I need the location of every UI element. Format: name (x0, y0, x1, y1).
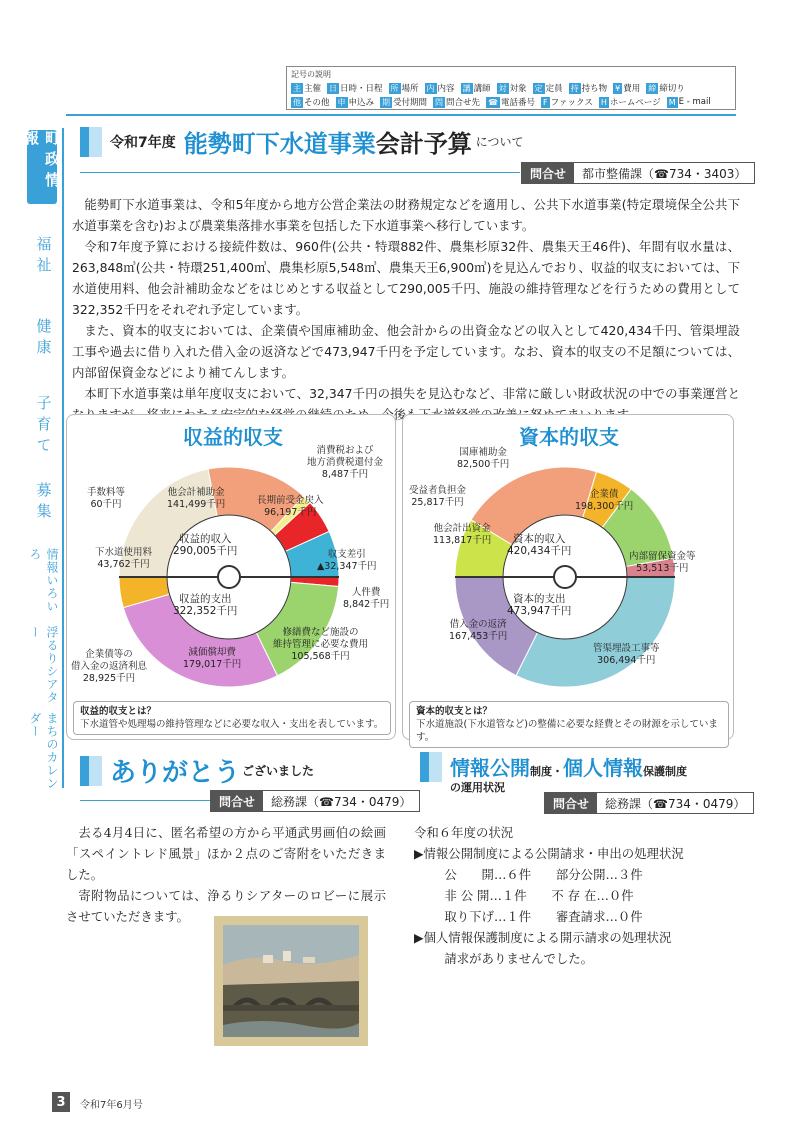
legend-item (291, 82, 321, 94)
issue-date: 令和7年6月号 (80, 1100, 143, 1111)
paragraph: 能勢町下水道事業は、令和5年度から地方公営企業法の財務規定などを適用し、公共下水道事業(特定環境保全公共下水道事業を含む)および農業集落排水事業を包括した下水道事業へ移行しています。 (72, 197, 740, 233)
legend-text: E - mail (678, 97, 711, 107)
legend-item (667, 96, 711, 108)
legend-item (599, 96, 661, 108)
legend-item (569, 82, 608, 94)
label-personnel: 人件費 8,842千円 (343, 587, 390, 610)
status-line: 令和６年度の状況 (414, 825, 514, 840)
heading-marker (420, 752, 442, 782)
article1-heading (80, 124, 524, 159)
legend-item (541, 96, 593, 108)
legend-key: 定 (534, 83, 543, 93)
status-line: 請求がありませんでした。 (432, 951, 594, 966)
chart-title: 収益的収支 (183, 425, 283, 449)
label-reserve: 内部留保資金等 53,513千円 (629, 551, 696, 574)
legend-text: 主催 (304, 84, 322, 94)
label-balance: 収支差引 ▲32,347千円 (317, 549, 377, 572)
page-number: 3 (52, 1092, 70, 1112)
legend-text: 講師 (473, 84, 491, 94)
center-expense: 収益的支出 322,352千円 (173, 593, 238, 617)
donut-center (218, 566, 240, 588)
legend-text: 日時・日程 (340, 84, 383, 94)
legend-key: 問 (435, 97, 444, 107)
label-repayment: 借入金の返済 167,453千円 (449, 619, 508, 642)
article1-title-suffix: について (475, 135, 524, 149)
chart-title: 資本的収支 (519, 425, 619, 449)
contact-value: 総務課（☎734・0479） (271, 794, 412, 809)
article3-contact (544, 792, 754, 814)
chart-revenue-box (66, 414, 396, 740)
label-deferred: 長期前受金戻入 96,197千円 (257, 495, 324, 518)
sidebar-item-welfare[interactable]: 福祉 (34, 236, 53, 278)
legend-text: 受付期間 (393, 98, 428, 108)
contact-value: 都市整備課（☎734・3403） (582, 166, 747, 181)
article1-year: 令和7年度 (110, 134, 176, 151)
donut-center (554, 566, 576, 588)
label-national-subsidy: 国庫補助金 82,500千円 (457, 447, 510, 470)
sidebar-item-theater[interactable]: 浮るりシアター (28, 626, 59, 704)
legend-key: 持 (570, 83, 579, 93)
center-income: 資本的収入 420,434千円 (507, 533, 572, 557)
legend-item (533, 82, 563, 94)
legend-key: 所 (390, 83, 399, 93)
legend-text: 持ち物 (581, 84, 608, 94)
contact-label: 問合せ (545, 793, 597, 813)
label-pipe-works: 管渠埋設工事等 306,494千円 (593, 643, 660, 666)
contact-value: 総務課（☎734・0479） (605, 796, 746, 811)
label-subsidy: 他会計補助金 141,499千円 (167, 487, 226, 510)
sidebar-item-calendar[interactable]: まちのカレンダー (28, 712, 59, 790)
label-investment: 他会計出資金 113,817千円 (433, 523, 492, 546)
pie-chart-capital (403, 415, 735, 741)
article3-heading (420, 752, 687, 795)
legend-item (327, 82, 383, 94)
legend-title: 記号の説明 (291, 70, 331, 79)
article1-title-blue: 能勢町下水道事業 (183, 130, 376, 158)
label-depreciation: 減価償却費 179,017千円 (183, 647, 242, 670)
symbol-legend (286, 66, 736, 110)
legend-item (613, 82, 640, 94)
legend-text: 場所 (401, 84, 419, 94)
legend-item (291, 96, 330, 108)
contact-label: 問合せ (522, 163, 574, 183)
label-fees: 手数料等 60千円 (87, 487, 126, 510)
legend-key: ☎ (488, 97, 499, 107)
legend-text: 締切り (659, 84, 685, 94)
legend-item (646, 82, 685, 94)
legend-text: 内容 (437, 84, 455, 94)
paragraph: 去る4月4日に、匿名希望の方から平通武男画伯の絵画「スペイントレド風景」ほか２点のご寄附をいただきました。 (66, 825, 386, 882)
legend-key: 締 (648, 83, 657, 93)
legend-item (425, 82, 455, 94)
legend-text: 対象 (509, 84, 527, 94)
paragraph: 本町下水道事業は単年度収支において、32,347千円の損失を見込むなど、非常に厳しい財政状況の中での事業運営と 続のため、今後も下水道経営 (84, 386, 740, 422)
legend-item (433, 96, 480, 108)
legend-text: 費用 (623, 84, 641, 94)
label-usage-fee: 下水道使用料 43,762千円 (95, 547, 153, 570)
legend-text: 問合せ先 (446, 98, 481, 108)
contact-label: 問合せ (211, 791, 263, 811)
legend-row (291, 82, 731, 94)
chart-note: 収益的収支とは？ 下水道管や処理場の維持管理などに必要な収入・支出を表しています。 (73, 701, 391, 735)
label-tax-refund: 消費税および 地方消費税還付金 8,487千円 (307, 445, 384, 480)
article3-body (414, 822, 734, 969)
article3-title: 情報公開制度・個人情報保護制度 の運用状況 (450, 756, 687, 794)
label-maintenance: 修繕費など施設の 維持管理に必要な費用 105,568千円 (273, 627, 369, 662)
legend-key: 対 (498, 83, 507, 93)
article1-contact (521, 162, 755, 184)
legend-key: F (543, 97, 548, 107)
status-line: 非 公 開…１件 不 存 在…０件 (432, 888, 634, 903)
legend-text: ホームページ (609, 98, 661, 108)
legend-row (291, 96, 731, 108)
article1-rule (80, 172, 520, 173)
legend-key: 主 (293, 83, 301, 93)
article2-title: ありがとう (110, 758, 241, 788)
paragraph: また、資本的収支においては、企業債や国庫補助金、他会計からの出資金などの収入として420,434千円、管渠埋設工事や過去に借り入れた借入金の返済などで473,947千円を予定しています。なお、資本的収支の不足額については、内部留保資金などにより補てんします。 (72, 323, 740, 380)
sidebar-item-childcare[interactable]: 子育て (34, 394, 53, 458)
center-expense: 資本的支出 473,947千円 (507, 593, 572, 617)
legend-text: 定員 (545, 84, 563, 94)
sidebar-item-info[interactable]: 情報いろいろ (28, 548, 59, 613)
label-bond: 企業債 198,300千円 (575, 489, 634, 512)
painting-image (214, 916, 368, 1046)
legend-item (336, 96, 375, 108)
legend-item (486, 96, 535, 108)
header-rule (66, 114, 736, 116)
legend-key: 申 (337, 97, 346, 107)
label-interest: 企業債等の 借入金の返済利息 28,925千円 (71, 649, 148, 684)
status-line: 公 開…６件 部分公開…３件 (432, 867, 643, 882)
heading-marker (80, 756, 102, 786)
sidebar-item-health[interactable]: 健康 (34, 318, 53, 360)
legend-key: 内 (426, 83, 435, 93)
legend-text: 申込み (348, 98, 375, 108)
chart-note: 資本的収支とは？ 下水道施設(下水道管など)の整備に必要な経費とその財源を示しています。 (409, 701, 729, 748)
chart-capital-box (402, 414, 734, 743)
center-income: 収益的収入 290,005千円 (173, 533, 238, 557)
article2-body (66, 822, 386, 927)
legend-key: 日 (329, 83, 338, 93)
legend-item (461, 82, 491, 94)
article2-heading (80, 752, 314, 789)
status-line: ▶個人情報保護制度による開示請求の処理状況 (414, 930, 672, 945)
legend-key: 他 (293, 97, 301, 107)
article2-rule (80, 800, 210, 801)
painting-canvas (223, 925, 359, 1037)
article2-contact (210, 790, 420, 812)
painting-illustration (223, 925, 359, 1037)
legend-text: ファックス (550, 98, 593, 108)
legend-text: 電話番号 (501, 98, 536, 108)
legend-item (497, 82, 527, 94)
legend-item (389, 82, 419, 94)
sidebar-item-active[interactable]: 町政情報 (27, 130, 57, 204)
status-line: ▶情報公開制度による公開請求・申出の処理状況 (414, 846, 684, 861)
legend-key: 期 (382, 97, 391, 107)
legend-text: その他 (304, 98, 330, 108)
article2-title-suffix: ございました (242, 764, 315, 778)
article1-title-black: 会計予算 (375, 130, 472, 158)
legend-key: ¥ (615, 83, 621, 93)
paragraph: 令和7年度予算における接続件数は、960件(公共・特環882件、農集杉原32件、農集天王46件)、年間有収水量は、263,848㎥(公共・特環251,400㎥、農集杉原5,548㎥、農集天王6,900㎥)を見込んでおり、収益的収支においては、下水道使用料、他会計補助金などをはじめとする収益として290,005千円、施設の維持管理などを行うための費用として322,352千円をそれぞれ予定しています。 (72, 239, 740, 317)
status-line: 取り下げ…１件 審査請求…０件 (432, 909, 643, 924)
sidebar-divider (62, 128, 64, 788)
label-beneficiary: 受益者負担金 25,817千円 (409, 485, 467, 508)
legend-key: 講 (462, 83, 471, 93)
legend-key: M (668, 97, 676, 107)
legend-key: H (600, 97, 607, 107)
sidebar-item-recruit[interactable]: 募集 (34, 482, 53, 524)
heading-marker (80, 127, 102, 157)
article1-body (72, 194, 740, 425)
legend-item (380, 96, 427, 108)
paragraph: 寄附物品については、浄るりシアターのロビーに展示させていただきます。 (66, 888, 386, 924)
